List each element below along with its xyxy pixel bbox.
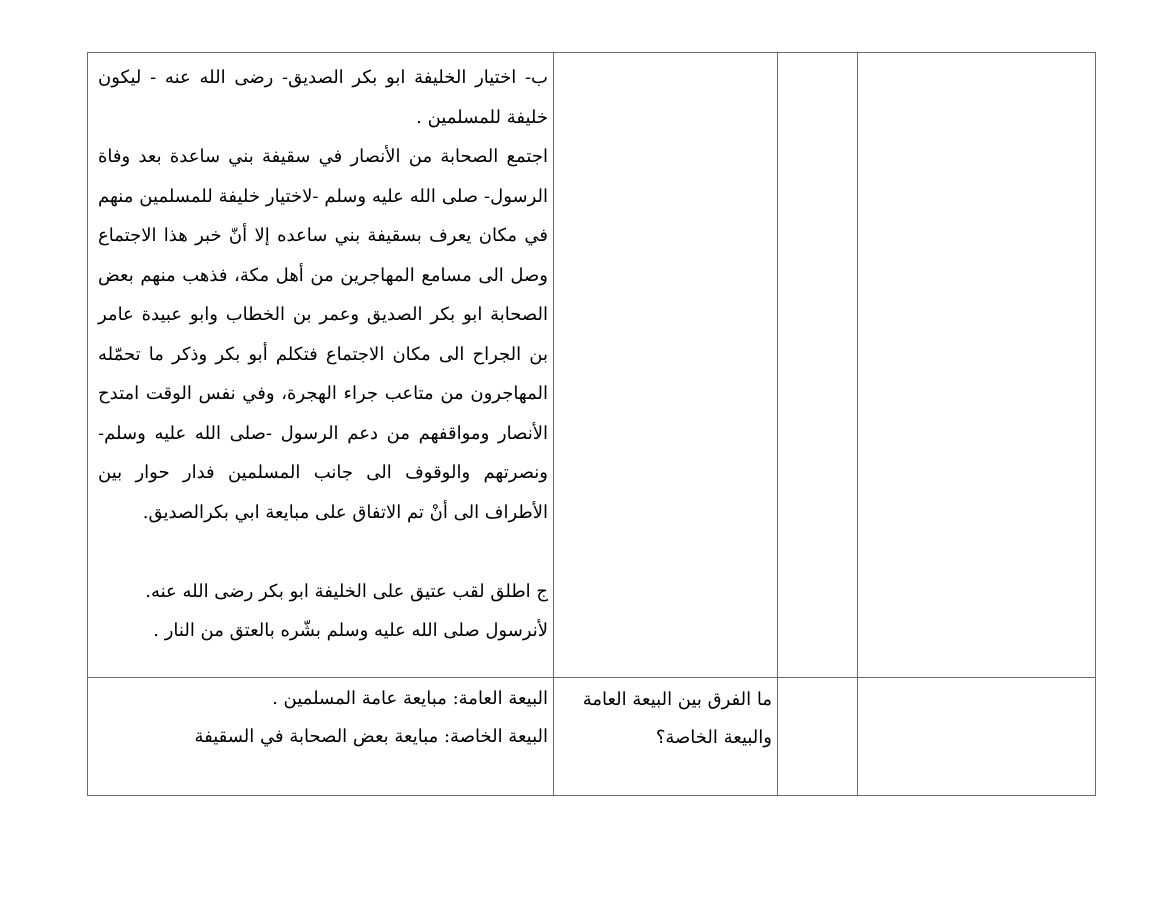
column-divider-question [777, 53, 778, 795]
special-pledge-line: البيعة الخاصة: مبايعة بعض الصحابة في السقيفة [194, 726, 548, 747]
row1-answer-cell [98, 58, 548, 651]
answer-paragraph-saqifa: اجتمع الصحابة من الأنصار في سقيفة بني ساعدة بعد وفاة الرسول- صلى الله عليه وسلم -لاختيار خليفة للمسلمين منهم في مكان يعرف بسقيفة بني ساعده إلا أنّ خبر هذا الاجتماع وصل الى مسامع المهاجرين من أهل مكة، فذهب منهم بعض الصحابة ابو بكر الصديق وعمر بن الخطاب وابو عبيدة عامر بن الجراح الى مكان الاجتماع فتكلم أبو بكر وذكر ما تحمّله المهاجرون من متاعب جراء الهجرة، وفي نفس الوقت امتدح الأنصار ومواقفهم من دعم الرسول -صلى الله عليه وسلم- ونصرتهم والوقوف الى جانب المسلمين فدار حوار بين الأطراف الى أنْ تم الاتفاق على مبايعة ابي بكرالصديق. [98, 146, 548, 523]
row2-answer-cell [98, 680, 548, 756]
paragraph-gap [98, 532, 548, 572]
answer-paragraph-c: ج اطلق لقب عتيق على الخليفة ابو بكر رضى الله عنه. [145, 580, 548, 602]
row2-question-cell: ما الفرق بين البيعة العامة والبيعة الخاصة؟ [582, 689, 772, 748]
column-divider-answer [553, 53, 554, 795]
general-pledge-line: البيعة العامة: مبايعة عامة المسلمين . [272, 688, 548, 709]
answer-paragraph-reason: لأنرسول صلى الله عليه وسلم بشّره بالعتق من النار . [153, 620, 548, 641]
column-divider-narrow [857, 53, 858, 795]
answer-table [87, 52, 1096, 796]
row-divider [88, 677, 1095, 678]
answer-paragraph-b: ب- اختيار الخليفة ابو بكر الصديق- رضى الله عنه - ليكون خليفة للمسلمين . [98, 67, 548, 128]
